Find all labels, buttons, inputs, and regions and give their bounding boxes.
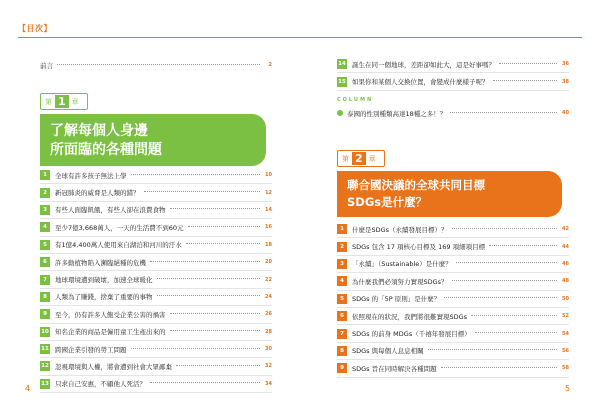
entry-page: 38 — [562, 78, 569, 85]
chapter-1-items — [40, 167, 272, 393]
chapter-suffix: 章 — [71, 97, 79, 106]
chapter-2-title — [337, 171, 562, 217]
entry-page: 22 — [265, 276, 272, 283]
entry-title: SDGs 旨在同時解決各種問題 — [352, 364, 437, 373]
chapter-prefix: 第 — [45, 97, 52, 106]
leader-dots — [170, 313, 261, 314]
entry-number: 10 — [41, 328, 49, 335]
preface-title: 前言 — [40, 61, 53, 70]
entry-number: 11 — [41, 346, 49, 353]
toc-entry[interactable] — [40, 167, 272, 184]
page-number: 4 — [25, 384, 31, 393]
toc-entry[interactable] — [337, 291, 569, 308]
entry-page: 56 — [562, 347, 569, 354]
leader-dots — [489, 245, 557, 246]
entry-title: 新冠肺炎的威脅是人類的錯？ — [55, 189, 140, 198]
leader-dots — [176, 365, 260, 366]
entry-page: 14 — [265, 206, 272, 213]
leader-dots — [57, 64, 260, 65]
chapter-2-items — [337, 221, 569, 378]
entry-title: 什麼是SDGs（永續發展目標）？ — [352, 225, 448, 234]
toc-entry[interactable] — [337, 56, 569, 73]
entry-number: 9 — [337, 363, 347, 373]
entry-title: 知名企業的商品是僱用童工生產出來的 — [55, 328, 166, 337]
leader-dots — [499, 63, 557, 64]
toc-entry[interactable] — [40, 376, 272, 393]
toc-entry[interactable] — [40, 358, 272, 375]
entry-number: 1 — [337, 224, 347, 234]
entry-number: 7 — [40, 275, 50, 285]
leader-dots — [456, 262, 557, 263]
entry-number: 9 — [40, 309, 50, 319]
toc-entry[interactable] — [40, 271, 272, 288]
toc-entry[interactable] — [337, 256, 569, 273]
entry-number: 7 — [337, 329, 347, 339]
entry-page: 48 — [562, 278, 569, 285]
chapter-title-line: SDGs是什麼？ — [347, 195, 428, 209]
toc-entry[interactable] — [40, 254, 272, 271]
entry-title: 依照現在的狀況，我們將很難實現SDGs — [352, 312, 468, 321]
toc-entry[interactable] — [40, 324, 272, 341]
entry-title: SDGs 的「5P 原則」是什麼？ — [352, 295, 441, 304]
entry-title: SDGs 的前身 MDGs（千禧年發展目標） — [352, 330, 471, 339]
chapter-1-title — [40, 114, 266, 166]
chapter-title-line: 聯合國決議的全球共同目標 — [347, 178, 485, 192]
right-page — [300, 0, 600, 406]
entry-page: 16 — [265, 224, 272, 231]
entry-number: 5 — [337, 294, 347, 304]
bullet-icon — [337, 110, 343, 116]
leader-dots — [157, 295, 261, 296]
entry-title: 只求自己安惠，不顧他人死活？ — [55, 380, 146, 389]
entry-title: 有1億4,400萬人使用來自湖泊和河川的汙水 — [55, 241, 182, 250]
entry-number: 2 — [40, 188, 50, 198]
entry-title: 忽視環境與人權，將會遭到社會大眾鄙棄 — [55, 362, 172, 371]
entry-page: 32 — [265, 363, 272, 370]
entry-title: 至今，仍有許多人飽受企業公害的禍害 — [55, 310, 166, 319]
leader-dots — [188, 226, 260, 227]
preface-page: 2 — [268, 62, 272, 68]
entry-number: 3 — [337, 259, 347, 269]
entry-title: SDGs 與每個人息息相關 — [352, 347, 424, 356]
entry-title: SDGs 包含 17 項核心目標及 169 項細項目標 — [352, 243, 486, 252]
column-entry[interactable] — [337, 107, 569, 119]
toc-rule — [300, 37, 582, 38]
entry-page: 10 — [265, 172, 272, 179]
toc-entry[interactable] — [40, 202, 272, 219]
toc-entry[interactable] — [40, 289, 272, 306]
entry-page: 58 — [562, 365, 569, 372]
entry-number: 8 — [337, 346, 347, 356]
leader-dots — [170, 208, 261, 209]
entry-number: 8 — [40, 292, 50, 302]
leader-dots — [452, 228, 557, 229]
entry-page: 12 — [265, 189, 272, 196]
chapter-suffix: 章 — [368, 154, 376, 163]
toc-entry[interactable] — [337, 308, 569, 325]
toc-entry[interactable] — [337, 221, 569, 238]
toc-entry[interactable] — [40, 184, 272, 201]
entry-page: 26 — [265, 311, 272, 318]
entry-page: 42 — [562, 226, 569, 233]
chapter-title-line: 了解每個人身邊 — [50, 123, 148, 139]
leader-dots — [444, 297, 557, 298]
entry-title: 「永續」（Sustainable）是什麼？ — [352, 260, 452, 269]
toc-entry[interactable] — [337, 343, 569, 360]
toc-entry[interactable] — [337, 238, 569, 255]
entry-number: 2 — [337, 242, 347, 252]
entry-page: 30 — [265, 346, 272, 353]
preface-row[interactable] — [40, 59, 272, 71]
leader-dots — [131, 174, 261, 175]
entry-title: 人類為了賺錢，捨棄了重要的事物 — [55, 293, 153, 302]
leader-dots — [157, 278, 261, 279]
entry-page: 46 — [562, 260, 569, 267]
entry-page: 54 — [562, 330, 569, 337]
leader-dots — [452, 280, 557, 281]
toc-entry[interactable] — [337, 325, 569, 342]
entry-title: 許多動植物陷入瀕臨絕種的危機 — [55, 258, 146, 267]
entry-number: 13 — [41, 380, 49, 387]
leader-dots — [428, 349, 557, 350]
entry-page: 18 — [265, 241, 272, 248]
entry-number: 15 — [338, 78, 346, 85]
toc-entry[interactable] — [40, 219, 272, 236]
chapter-number: 2 — [352, 152, 366, 165]
entry-number: 1 — [40, 170, 50, 180]
entry-number: 4 — [40, 222, 50, 232]
chapter-2-badge — [337, 150, 385, 167]
leader-dots — [186, 243, 260, 244]
column-label: COLUMN — [337, 97, 374, 103]
leader-dots — [150, 261, 260, 262]
toc-entry[interactable] — [337, 360, 569, 377]
entry-page: 36 — [562, 61, 569, 68]
entry-number: 4 — [337, 276, 347, 286]
entry-page: 44 — [562, 243, 569, 250]
entry-title: 至少7億3,668萬人，一天的生活費不到60元 — [55, 223, 184, 232]
leader-dots — [131, 348, 261, 349]
entry-page: 52 — [562, 313, 569, 320]
entry-number: 12 — [41, 363, 49, 370]
entry-number: 6 — [40, 257, 50, 267]
entry-title: 地球環境遭到破壞，加速全球暖化 — [55, 276, 153, 285]
entry-title: 有些人面臨飢餓，有些人卻在浪費食物 — [55, 206, 166, 215]
entry-title: 誕生在同一個地球，差距卻如此大，這是好事嗎？ — [352, 60, 495, 69]
leader-dots — [475, 332, 557, 333]
leader-dots — [170, 330, 261, 331]
toc-entry[interactable] — [40, 306, 272, 323]
entry-number: 6 — [337, 311, 347, 321]
entry-title: 為什麼我們必須努力實現SDGs？ — [352, 277, 448, 286]
entry-page: 20 — [265, 259, 272, 266]
entry-page: 34 — [265, 380, 272, 387]
entry-number: 5 — [40, 240, 50, 250]
chapter-title-line: 所面臨的各種問題 — [50, 142, 162, 158]
chapter-prefix: 第 — [342, 154, 349, 163]
toc-rule — [18, 37, 300, 38]
chapter-1-badge — [40, 93, 88, 110]
entry-title: 全球有許多孩子無法上學 — [55, 171, 127, 180]
toc-entry[interactable] — [40, 237, 272, 254]
page-number: 5 — [565, 384, 571, 393]
entry-page: 50 — [562, 295, 569, 302]
leader-dots — [493, 80, 558, 81]
leader-dots — [144, 191, 261, 192]
chapter-number: 1 — [55, 95, 69, 108]
toc-entry[interactable] — [337, 273, 569, 290]
leader-dots — [150, 382, 260, 383]
column-title: 泰國的性別種類高達18種之多！？ — [347, 109, 447, 118]
entry-number: 14 — [338, 61, 346, 68]
column-page: 40 — [562, 110, 569, 116]
entry-page: 28 — [265, 328, 272, 335]
leader-dots — [450, 112, 557, 113]
toc-label: 【目次】 — [18, 24, 52, 33]
entry-number: 3 — [40, 205, 50, 215]
entry-title: 跨國企業引發的勞工問題 — [55, 345, 127, 354]
entry-page: 24 — [265, 293, 272, 300]
toc-entry[interactable] — [337, 73, 569, 90]
chapter-1-continued-items — [337, 56, 569, 91]
entry-title: 如果你和某個人交換位置，會變成什麼樣子呢？ — [352, 78, 489, 87]
leader-dots — [441, 367, 557, 368]
toc-entry[interactable] — [40, 341, 272, 358]
leader-dots — [471, 315, 557, 316]
